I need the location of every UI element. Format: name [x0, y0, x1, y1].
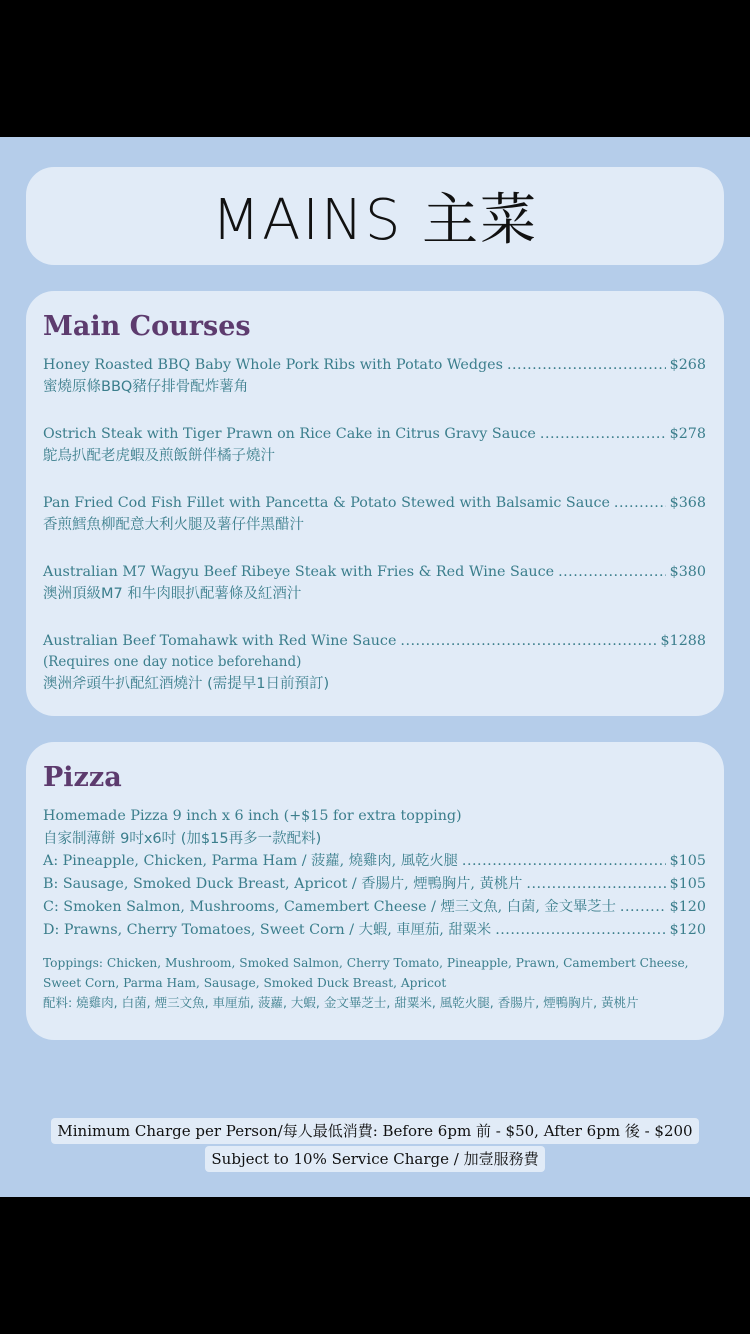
menu-item [43, 630, 706, 695]
item-name: B: Sausage, Smoked Duck Breast, Apricot / 香腸片, 煙鴨胸片, 黃桃片 [43, 876, 523, 892]
item-price: $368 [669, 495, 706, 511]
minimum-charge-note: Minimum Charge per Person/每人最低消費: Before 6pm 前 - $50, After 6pm 後 - $200 [51, 1118, 698, 1144]
item-note: (Requires one day notice beforehand) [43, 654, 302, 670]
item-price: $1288 [660, 633, 706, 649]
item-name: Honey Roasted BBQ Baby Whole Pork Ribs with Potato Wedges [43, 357, 503, 373]
leader-dots [614, 492, 666, 514]
item-name-zh: 香煎鱈魚柳配意大利火腿及薯仔伴黑醋汁 [43, 517, 304, 533]
section-heading-main-courses: Main Courses [43, 311, 251, 342]
item-name: C: Smoken Salmon, Mushrooms, Camembert Cheese / 煙三文魚, 白菌, 金文畢芝士 [43, 899, 616, 915]
menu-item [43, 492, 706, 536]
toppings-zh: 配料: 燒雞肉, 白菌, 煙三文魚, 車厘茄, 菠蘿, 大蝦, 金文畢芝士, 甜粟米, 風乾火腿, 香腸片, 煙鴨胸片, 黃桃片 [43, 995, 639, 1010]
item-name: D: Prawns, Cherry Tomatoes, Sweet Corn / 大蝦, 車厘茄, 甜粟米 [43, 922, 492, 938]
item-price: $105 [669, 853, 706, 869]
pizza-item [43, 919, 706, 942]
item-price: $105 [669, 876, 706, 892]
item-name-zh: 蜜燒原條BBQ豬仔排骨配炸薯角 [43, 379, 249, 395]
leader-dots [540, 423, 666, 445]
item-price: $380 [669, 564, 706, 580]
menu-page [0, 137, 750, 1197]
leader-dots [495, 919, 665, 942]
pizza-item [43, 873, 706, 896]
menu-item [43, 423, 706, 467]
item-name: Pan Fried Cod Fish Fillet with Pancetta & Potato Stewed with Balsamic Sauce [43, 495, 610, 511]
leader-dots [400, 630, 656, 652]
footer [0, 1117, 750, 1173]
pizza-item [43, 850, 706, 873]
item-name-zh: 澳洲斧頭牛扒配紅酒燒汁 (需提早1日前預訂) [43, 676, 330, 692]
item-name-zh: 鴕鳥扒配老虎蝦及煎飯餅伴橘子燒汁 [43, 448, 275, 464]
page-title: MAINS 主菜 [211, 188, 539, 253]
pizza-item [43, 896, 706, 919]
leader-dots [558, 561, 666, 583]
menu-item [43, 561, 706, 605]
section-heading-pizza: Pizza [43, 762, 122, 793]
leader-dots [620, 896, 666, 919]
toppings-list [43, 954, 706, 1013]
main-courses-section [26, 291, 724, 716]
toppings-en: Toppings: Chicken, Mushroom, Smoked Salmon, Cherry Tomato, Pineapple, Prawn, Camembert Cheese, Sweet Corn, Parma Ham, Sausage, Smoked Duck Breast, Apricot [43, 956, 689, 990]
title-card [26, 167, 724, 265]
item-price: $120 [669, 922, 706, 938]
pizza-section [26, 742, 724, 1040]
item-name-zh: 澳洲頂級M7 和牛肉眼扒配薯條及紅酒汁 [43, 586, 302, 602]
item-price: $268 [669, 357, 706, 373]
item-name: Australian M7 Wagyu Beef Ribeye Steak with Fries & Red Wine Sauce [43, 564, 555, 580]
item-name: Ostrich Steak with Tiger Prawn on Rice Cake in Citrus Gravy Sauce [43, 426, 536, 442]
leader-dots [462, 850, 666, 873]
item-price: $278 [669, 426, 706, 442]
leader-dots [526, 873, 665, 896]
pizza-intro: Homemade Pizza 9 inch x 6 inch (+$15 for extra topping) [43, 808, 462, 824]
service-charge-note: Subject to 10% Service Charge / 加壹服務費 [205, 1146, 544, 1172]
menu-item [43, 354, 706, 398]
pizza-intro-zh: 自家制薄餅 9吋x6吋 (加$15再多一款配料) [43, 831, 322, 847]
leader-dots [507, 354, 666, 376]
item-price: $120 [669, 899, 706, 915]
item-name: A: Pineapple, Chicken, Parma Ham / 菠蘿, 燒雞肉, 風乾火腿 [43, 853, 458, 869]
item-name: Australian Beef Tomahawk with Red Wine Sauce [43, 633, 397, 649]
